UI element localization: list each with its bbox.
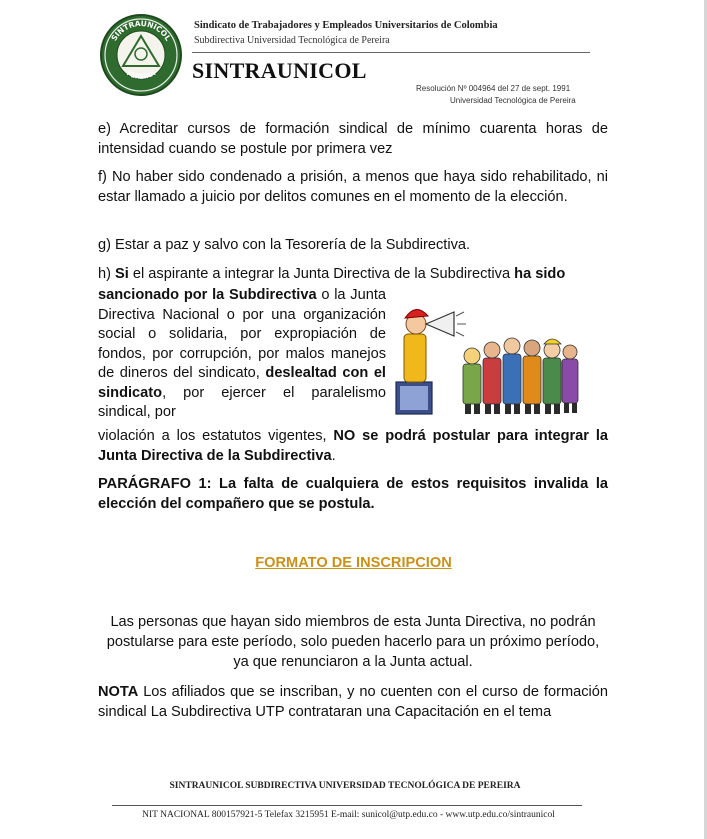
req-h-text3-rest: violación a los estatutos vigentes,: [98, 428, 334, 444]
paragraph-1: PARÁGRAFO 1: La falta de cualquiera de estos requisitos invalida la elección del compañero que se postula.: [98, 476, 608, 512]
req-h-prefix: h): [98, 266, 116, 282]
former-members-note: Las personas que hayan sido miembros de esta Junta Directiva, no podrán postularse para este período, solo pueden hacerlo para un próximo período, ya que renunciaron a la Junta actual.: [106, 614, 600, 670]
form-title-text: FORMATO DE INSCRIPCION: [255, 555, 452, 571]
requirement-h-wrapped: [98, 286, 386, 423]
req-h-text2: o la Junta Directiva Nacional o por una organización social o solidaria, por expropiación de fondos, por corrupción, por malos manejos de dineros del sindicato,: [98, 287, 386, 381]
union-seal-icon: [102, 16, 180, 94]
sintraunicol-logo: [100, 14, 182, 96]
header-rule: [192, 52, 590, 53]
org-full-name: Sindicato de Trabajadores y Empleados Universitarios de Colombia: [194, 20, 498, 31]
logo-bottom-text: PEREIRA: [125, 69, 157, 81]
req-h-text1: el aspirante a integrar la Junta Directiva de la Subdirectiva: [128, 266, 515, 282]
brand-name: SINTRAUNICOL: [192, 58, 367, 83]
university-text: Universidad Tecnológica de Pereira: [450, 96, 576, 105]
req-h-si: Si: [115, 266, 129, 282]
nota-text: Los afiliados que se inscriban, y no cuenten con el curso de formación sindical La Subdirectiva UTP contrataran una Capacitación en el tema: [98, 684, 608, 720]
req-h-bold2: deslealtad con el sindicato: [98, 365, 386, 401]
nota-paragraph: [98, 683, 608, 722]
req-h-end: .: [331, 447, 336, 464]
form-title: [0, 554, 707, 572]
requirement-h-line1: [98, 265, 608, 285]
requirement-h-last: [98, 427, 608, 466]
subdirectiva-name: Subdirectiva Universidad Tecnológica de Pereira: [194, 35, 390, 46]
req-h-bold3: NO se podrá postular para integrar la Junta Directiva de la Subdirectiva: [98, 428, 608, 464]
requirement-g: g) Estar a paz y salvo con la Tesorería de la Subdirectiva.: [98, 237, 471, 253]
nota-label: NOTA: [98, 684, 139, 700]
requirement-e: e) Acreditar cursos de formación sindical de mínimo cuarenta horas de intensidad cuando se postule por primera vez: [98, 121, 608, 157]
footer-title: SINTRAUNICOL SUBDIRECTIVA UNIVERSIDAD TECNOLÓGICA DE PEREIRA: [169, 781, 521, 791]
requirement-f: f) No haber sido condenado a prisión, a menos que haya sido rehabilitado, ni estar llamado a juicio por delitos comunes en el momento de la elección.: [98, 169, 608, 205]
footer-rule: [112, 805, 582, 806]
req-h-text3-start: , por ejercer el paralelismo sindical, por: [98, 384, 386, 420]
req-h-bold1-rest: sancionado por la Subdirectiva: [98, 287, 317, 303]
logo-top-text: SINTRAUNICOL: [109, 18, 173, 43]
footer-contact: NIT NACIONAL 800157921-5 Telefax 3215951 E-mail: sunicol@utp.edu.co - www.utp.edu.co/sintraunicol: [142, 810, 555, 820]
req-h-bold1-start: ha sido: [514, 266, 566, 282]
resolution-text: Resolución Nº 004964 del 27 de sept. 1991: [416, 84, 571, 93]
megaphone-crowd-illustration: [392, 290, 582, 418]
